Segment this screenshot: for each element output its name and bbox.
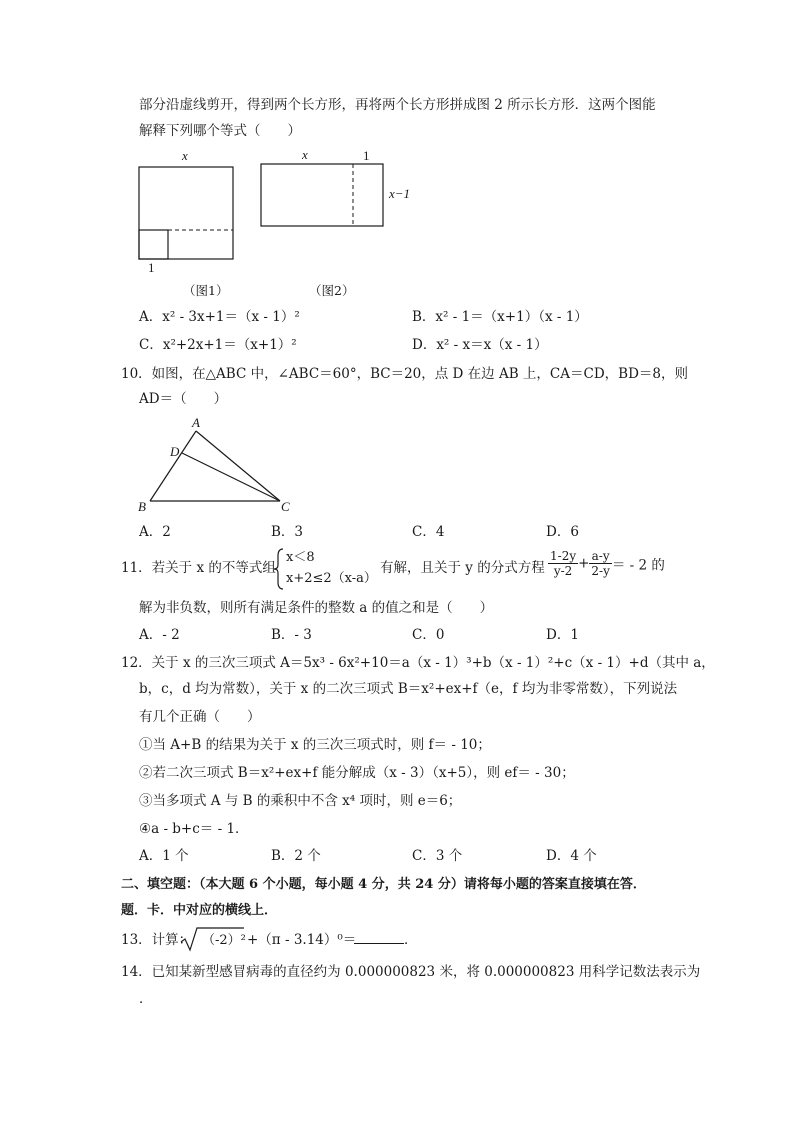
- q11-fraction-1: $\frac{1-2y}{y-2}$: [550, 549, 577, 578]
- q9-option-a[interactable]: A．x² - 3x+1＝（x - 1）²: [139, 309, 300, 325]
- q11-prefix: 11．若关于 x 的不等式组: [121, 560, 276, 576]
- q13-expression-rest: +（π - 3.14）⁰＝: [247, 932, 357, 948]
- q10-option-a[interactable]: A．2: [139, 524, 171, 540]
- q10-stem-line2: AD＝（ ）: [139, 391, 228, 407]
- q12-line3: 有几个正确（ ）: [139, 709, 261, 725]
- q14-line2: ．: [139, 991, 153, 1007]
- q14-line1: 14．已知某新型感冒病毒的直径约为 0.000000823 米，将 0.000000823 用科学记数法表示为: [121, 964, 701, 980]
- q13-prefix: 13．计算：: [121, 932, 193, 948]
- q12-statement-3: ③当多项式 A 与 B 的乘积中不含 x⁴ 项时，则 e＝6；: [139, 793, 462, 809]
- fig2-caption: （图2）: [309, 283, 355, 298]
- sqrt-bar: [202, 928, 244, 930]
- fig1-caption: （图1）: [183, 283, 229, 298]
- q11-option-a[interactable]: A．- 2: [139, 627, 180, 643]
- vertex-b-label: B: [138, 499, 146, 514]
- q11-middle: 有解，且关于 y 的分式方程: [380, 560, 545, 576]
- fig1-square: [139, 167, 233, 259]
- q11-fraction-2: $\frac{a-y}{2-y}$: [591, 549, 610, 578]
- q13-answer-blank[interactable]: [354, 931, 404, 949]
- fig1-small-square: [139, 230, 168, 259]
- q11-option-c[interactable]: C．0: [412, 627, 445, 643]
- q9-stem-line1: 部分沿虚线剪开，得到两个长方形，再将两个长方形拼成图 2 所示长方形．这两个图能: [139, 97, 656, 113]
- fig2-side-label: x−1: [389, 186, 411, 201]
- q9-option-d[interactable]: D．x² - x＝x（x - 1）: [412, 337, 548, 353]
- side-ba: [150, 431, 196, 501]
- vertex-c-label: C: [281, 499, 290, 514]
- q11-line2: 解为非负数，则所有满足条件的整数 a 的值之和是（ ）: [139, 600, 494, 616]
- q12-option-a[interactable]: A．1 个: [139, 848, 189, 864]
- q9-option-c[interactable]: C．x²+2x+1＝（x+1）²: [139, 337, 297, 353]
- q10-option-d[interactable]: D．6: [546, 524, 579, 540]
- q11-inequality-1: x＜8: [286, 550, 315, 565]
- q10-triangle-figure: [130, 412, 300, 517]
- fig2-x-label: x: [302, 147, 308, 162]
- q11-option-b[interactable]: B．- 3: [271, 627, 312, 643]
- vertex-a-label: A: [192, 415, 200, 430]
- vertex-d-label: D: [170, 444, 180, 459]
- q10-stem-line1: 10．如图，在△ABC 中，∠ABC＝60°，BC＝20，点 D 在边 AB 上，CA＝CD，BD＝8，则: [121, 366, 688, 382]
- q9-figures: [130, 145, 430, 305]
- fig2-rectangle: [261, 164, 383, 226]
- q9-option-b[interactable]: B．x² - 1＝（x+1）（x - 1）: [412, 309, 588, 325]
- fig1-one-label: 1: [148, 260, 155, 275]
- q12-statement-4: ④a - b+c＝ - 1．: [139, 821, 249, 837]
- q12-line2: b，c，d 均为常数），关于 x 的二次三项式 B＝x²+ex+f（e，f 均为非零常数），下列说法: [139, 681, 678, 697]
- q11-inequality-2: x+2≤2（x-a）: [286, 571, 377, 586]
- fig2-one-label: 1: [363, 148, 370, 163]
- q12-line1: 12．关于 x 的三次三项式 A＝5x³ - 6x²+10＝a（x - 1）³+b（x - 1）²+c（x - 1）+d（其中 a，: [121, 655, 715, 671]
- q11-equation: $\frac{1-2y}{y-2}$ + $\frac{a-y}{2-y}$ ＝ - 2 的: [550, 549, 665, 578]
- q12-option-b[interactable]: B．2 个: [271, 848, 321, 864]
- q12-option-c[interactable]: C．3 个: [412, 848, 463, 864]
- q13-end: ．: [404, 932, 418, 948]
- section2-heading-line2: 题．卡．中对应的横线上．: [121, 903, 278, 918]
- q13-radicand: （-2）²: [202, 933, 246, 948]
- q12-statement-1: ①当 A+B 的结果为关于 x 的三次三项式时，则 f＝ - 10；: [139, 737, 491, 753]
- q11-option-d[interactable]: D．1: [546, 627, 579, 643]
- q11-brace: [273, 548, 285, 590]
- q12-option-d[interactable]: D．4 个: [546, 848, 597, 864]
- section2-heading-line1: 二、填空题：（本大题 6 个小题，每小题 4 分，共 24 分）请将每小题的答案直接填在答．: [121, 877, 646, 892]
- q10-option-b[interactable]: B．3: [271, 524, 304, 540]
- q10-option-c[interactable]: C．4: [412, 524, 445, 540]
- sqrt-symbol: [180, 925, 202, 953]
- q12-statement-2: ②若二次三项式 B＝x²+ex+f 能分解成（x - 3）（x+5），则 ef＝ - 30；: [139, 765, 575, 781]
- fig1-x-label: x: [182, 148, 188, 163]
- q9-stem-line2: 解释下列哪个等式（ ）: [139, 123, 301, 139]
